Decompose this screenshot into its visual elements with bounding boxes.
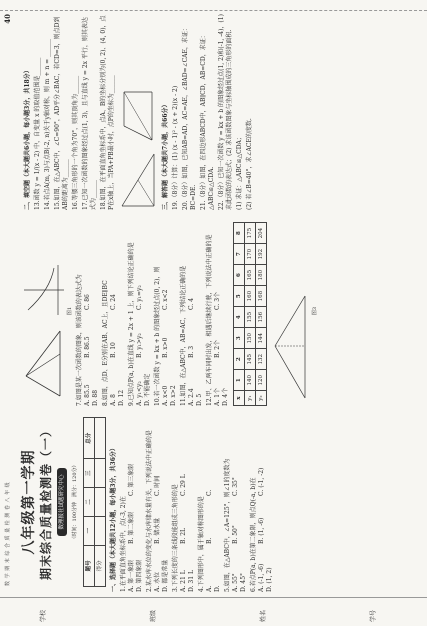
answer-option[interactable]: A. 第一象限 [128, 559, 135, 592]
question-item [34, 14, 42, 210]
section-2-title: 二、填空题（本大题共6小题，每小题3分，共18分） [24, 67, 31, 210]
margin-label-school: 学校 [40, 609, 47, 622]
question-number: 18. [100, 200, 107, 210]
score-row-label: 得分 [95, 545, 106, 586]
question-item [182, 14, 198, 210]
grade-title: 八年级第一学期 [21, 449, 37, 555]
section-3-questions [172, 14, 234, 210]
section-2-questions [34, 14, 116, 210]
data-table-cell: 156 [256, 307, 267, 328]
question-text: （8分）计算：(1) (x - 1)² - (x + 2)(x - 2) [172, 85, 179, 201]
answer-option[interactable]: A. 85.5 [84, 384, 91, 406]
question-text: 在平面直角坐标系中，点(-3, 2)在 [120, 496, 127, 587]
score-table-header: 三 [84, 459, 95, 488]
question-text: （8分）如图，在四边形ABCD中，AB∥CD，AB=CD，求证：△ABC≌△CDA. [200, 32, 215, 210]
answer-option[interactable]: C. [206, 489, 213, 496]
data-table-cell: 140 [245, 370, 256, 391]
column-1 [20, 412, 420, 592]
question-number: 11. [180, 396, 187, 406]
question-item [146, 412, 170, 592]
data-table-cell: 144 [256, 328, 267, 349]
answer-option[interactable]: A. (-1, -6) [258, 563, 265, 592]
question-text: 若一次函数 y = kx + b 的图象经过点(0, 2)，则 [154, 266, 161, 397]
option-row [136, 216, 152, 406]
score-cell[interactable] [95, 488, 106, 517]
right-tear-strip [0, 0, 427, 11]
question-number: 12. [206, 396, 213, 406]
answer-option[interactable]: B. x>0 [162, 337, 169, 358]
option-row [180, 412, 196, 592]
score-table-header: 题号 [84, 545, 95, 586]
answer-option[interactable]: B. 2个 [214, 339, 221, 358]
data-table-cell: 165 [245, 265, 256, 286]
exam-title: 期末综合质量检测卷（一） [39, 424, 53, 581]
question-item [180, 216, 204, 406]
question-item [172, 412, 196, 592]
question-number: 14. [44, 200, 51, 210]
sub-question-2: (2) 若∠B=40°，求∠ACE的度数. [246, 118, 253, 210]
answer-option[interactable]: A. x<0 [162, 385, 169, 406]
data-table-cell: 145 [245, 349, 256, 370]
data-table-cell: 120 [256, 370, 267, 391]
figure-4 [118, 150, 158, 210]
score-table-header: 二 [84, 488, 95, 517]
data-table-cell: 180 [256, 265, 267, 286]
question-number: 22. [218, 200, 225, 210]
question-text: 函数 y = 1/(x - 2) 中，自变量 x 的取值范围是______ [34, 57, 41, 201]
question-number: 10. [154, 396, 161, 406]
figure-1-label: 图1 [67, 306, 73, 316]
answer-option[interactable]: B. (1, -6) [258, 517, 265, 544]
question-text: 如图，点D、E分别在AB、AC上，且DE∥BC [102, 280, 109, 401]
answer-option[interactable]: D. 88 [92, 389, 99, 406]
data-table-cell: 168 [256, 286, 267, 307]
answer-option[interactable]: C. 86 [84, 294, 91, 310]
option-row [128, 412, 144, 592]
question-text: 如图，在△ABC中，AB=AC，下列结论正确的是 [180, 265, 187, 397]
data-table-cell: 192 [256, 244, 267, 265]
answer-option[interactable]: B. 50° [232, 525, 239, 544]
question-text: 如图，在△ABC中，∠C=90°，AD平分∠BAC，若CD=3，则点D到AB的距离为______ [54, 16, 69, 210]
data-table-cell: 170 [245, 244, 256, 265]
data-table-cell: 175 [245, 223, 256, 244]
question-item [100, 14, 116, 210]
data-table-header: 7 [234, 244, 245, 265]
question-number: 16. [72, 200, 79, 210]
table-row [245, 223, 256, 406]
option-row [154, 412, 170, 592]
option-row [162, 216, 178, 406]
question-text: （8分）如图，已知AB=AD，AC=AE，∠BAD=∠CAE，求证：BC=DE. [182, 25, 197, 210]
data-table-cell: 204 [256, 223, 267, 244]
option-row [206, 412, 222, 592]
data-table-header: 4 [234, 307, 245, 328]
answer-option[interactable]: C. y₁=y₂ [136, 285, 143, 310]
binding-margin [0, 597, 427, 626]
answer-option[interactable]: C. 35° [232, 477, 239, 496]
answer-option[interactable]: B. 2L [180, 527, 187, 544]
answer-option[interactable]: A. 55° [232, 573, 239, 592]
question-item [224, 412, 248, 592]
answer-option[interactable]: A. 8 [110, 394, 117, 406]
question-text: 下列长度的三条线段能组成三角形的是 [172, 484, 179, 587]
data-table-cell: y₁ [245, 391, 256, 406]
answer-option[interactable]: D. 5 [196, 393, 203, 406]
question-number: 13. [34, 200, 41, 210]
answer-option[interactable]: B. [206, 537, 213, 544]
score-cell[interactable] [95, 459, 106, 488]
question-number: 5. [224, 586, 231, 592]
data-table-cell: 160 [245, 286, 256, 307]
question-item [72, 14, 80, 210]
score-table-header: 总分 [84, 418, 95, 459]
question-text: 下列图形中，属于轴对称图形的是 [198, 496, 205, 587]
publisher-badge: 数理报社试题研究中心 [57, 469, 67, 536]
figure-1 [20, 326, 66, 406]
data-table-header: x [234, 391, 245, 406]
score-cell[interactable] [95, 418, 106, 459]
answer-option[interactable]: B. 3 [188, 345, 195, 358]
margin-label-name: 姓名 [260, 609, 267, 622]
score-table [83, 417, 106, 587]
data-table-header: 1 [234, 370, 245, 391]
question-text: 若点A(m, 3)与点B(-2, n)关于y轴对称，则 m + n = ______ [44, 38, 51, 201]
question-number: 7. [76, 400, 83, 406]
answer-option[interactable]: A. 21 L [180, 570, 187, 592]
score-cell[interactable] [95, 516, 106, 545]
question-item [82, 14, 98, 210]
question-item [172, 14, 180, 210]
question-item [128, 216, 152, 406]
data-table-header: 6 [234, 265, 245, 286]
section-3-title: 三、解答题（本大题共7小题，共66分） [162, 101, 169, 210]
question-text: 如图是某一次函数的图象，则该函数的表达式为 [76, 274, 83, 401]
question-text: （8分）已知一次函数 y = kx + b 的图象经过点(1, 2)和(-1, -4)，(1) 求此函数的表达式；(2) 求该函数图象与坐标轴围成的三角形的面积. [218, 14, 233, 210]
answer-option[interactable]: A. y₁<y₂ [136, 381, 143, 406]
answer-option[interactable]: B. 86.5 [84, 336, 91, 358]
question-text: 等腰三角形的一个角为70°，则其顶角为______ [72, 75, 79, 201]
question-number: 2. [146, 586, 153, 592]
answer-option[interactable]: D. 12 [118, 389, 125, 406]
question-text: 已知一次函数的图象经过点(1, 3)，且与直线 y = 2x 平行，则其表达式为______ [82, 17, 97, 210]
figure-3-label: 图3 [312, 306, 318, 316]
answer-option[interactable]: D. x>2 [170, 385, 177, 406]
answer-option[interactable]: A. 1个 [214, 388, 221, 406]
question-number: 20. [182, 200, 189, 210]
answer-option[interactable]: D. [214, 585, 221, 592]
answer-option[interactable]: A. 2.4 [188, 388, 195, 406]
answer-option[interactable]: B. 10 [110, 342, 117, 358]
question-item [44, 14, 52, 210]
question-text: 已知点P(a, b)在直线 y = 2x + 1 上，则下列结论正确的是 [128, 242, 135, 401]
question-text: 如图，在△ABC中，∠A=125°，则∠1的度数为 [224, 458, 231, 587]
column-2 [20, 216, 420, 406]
sub-question-1: (1) 求证：△ABC≌△CDA； [236, 134, 243, 210]
question-item [76, 216, 100, 406]
question-text: 某水库水位的变化与水库储水量有关，下列说法中正确的是 [146, 430, 153, 587]
answer-option[interactable]: D. 都是常量 [162, 559, 169, 592]
answer-option[interactable]: D. 31 L [188, 570, 195, 592]
running-header [4, 478, 12, 586]
answer-option[interactable]: C. (-1, -2) [258, 467, 265, 496]
answer-option[interactable]: C. 29 L [180, 474, 187, 496]
margin-label-class: 班级 [150, 609, 157, 622]
question-text: 若点P(a, b)在第二象限，则点Q(-a, b)在 [250, 477, 257, 587]
question-item [102, 216, 126, 406]
section-1b-questions [76, 216, 230, 406]
margin-label-id: 学号 [370, 609, 377, 622]
answer-option[interactable]: C. 24 [110, 294, 117, 310]
cover-block [20, 412, 79, 592]
question-item [198, 412, 222, 592]
answer-option[interactable]: D. 4个 [222, 387, 229, 406]
figure-3 [271, 286, 311, 406]
question-number: 21. [200, 200, 207, 210]
section-1-title: 一、选择题（本大题共12小题，每小题3分，共36分） [110, 445, 117, 592]
data-table-header: 2 [234, 349, 245, 370]
answer-option[interactable]: B. y₁>y₂ [136, 333, 143, 358]
score-table-header: 一 [84, 516, 95, 545]
answer-option[interactable]: B. 第二象限 [128, 511, 135, 544]
question-item [206, 216, 230, 406]
option-row [84, 216, 100, 406]
answer-option[interactable]: C. x<2 [162, 289, 169, 310]
question-number: 3. [172, 586, 179, 592]
answer-option[interactable]: C. 4 [188, 297, 195, 310]
answer-option[interactable]: D. (1, 2) [266, 567, 273, 592]
option-row [110, 216, 126, 406]
question-item [54, 14, 70, 210]
question-number: 9. [128, 400, 135, 406]
option-row [214, 216, 230, 406]
question-number: 1. [120, 586, 127, 592]
question-item [250, 412, 274, 592]
answer-option[interactable]: C. 时间 [154, 475, 161, 496]
section-1-questions [120, 412, 274, 592]
answer-option[interactable]: A. [206, 585, 213, 592]
answer-option[interactable]: C. 第三象限 [128, 463, 135, 496]
answer-option[interactable]: B. 储水量 [154, 517, 161, 544]
option-row [258, 412, 274, 592]
data-table-cell: 132 [256, 349, 267, 370]
data-table-cell: 155 [245, 307, 256, 328]
running-header-text: 数 学 期 末 综 合 质 量 检 测 卷 八 年 级 [5, 481, 11, 586]
figure-2 [20, 260, 66, 320]
answer-option[interactable]: A. 水位 [154, 571, 161, 592]
question-item [154, 216, 178, 406]
answer-option[interactable]: D. 不能确定 [144, 373, 151, 406]
question-item [200, 14, 216, 210]
data-table-cell: y₂ [256, 391, 267, 406]
data-table [233, 222, 267, 406]
question-number: 4. [198, 586, 205, 592]
question-number: 17. [82, 200, 89, 210]
data-table-header: 5 [234, 286, 245, 307]
page-number: 40 [3, 14, 12, 24]
question-item [218, 14, 234, 210]
question-number: 8. [102, 400, 109, 406]
answer-option[interactable]: D. 45° [240, 572, 247, 592]
question-number: 15. [54, 200, 61, 210]
answer-option[interactable]: C. 3个 [214, 291, 221, 310]
data-table-cell: 150 [245, 328, 256, 349]
question-text: 如图，在平面直角坐标系中，点A、B的坐标分别为(0, 2)、(4, 0)，点P在x轴上，当PA+PB最小时，点P的坐标为______ [100, 15, 115, 210]
table-row [256, 223, 267, 406]
time-score-note: （时间：100分钟 满分：120分） [72, 462, 78, 542]
question-item [120, 412, 144, 592]
option-row [188, 216, 204, 406]
answer-option[interactable]: D. 第四象限 [136, 559, 143, 592]
question-text: 甲、乙两车同时出发，相遇后继续行驶，下列说法中正确的是 [206, 234, 213, 397]
question-number: 6. [250, 586, 257, 592]
data-table-header: 3 [234, 328, 245, 349]
option-row [232, 412, 248, 592]
data-table-header: 8 [234, 223, 245, 244]
column-3 [20, 14, 420, 210]
figure-5 [118, 86, 158, 146]
question-number: 19. [172, 200, 179, 210]
